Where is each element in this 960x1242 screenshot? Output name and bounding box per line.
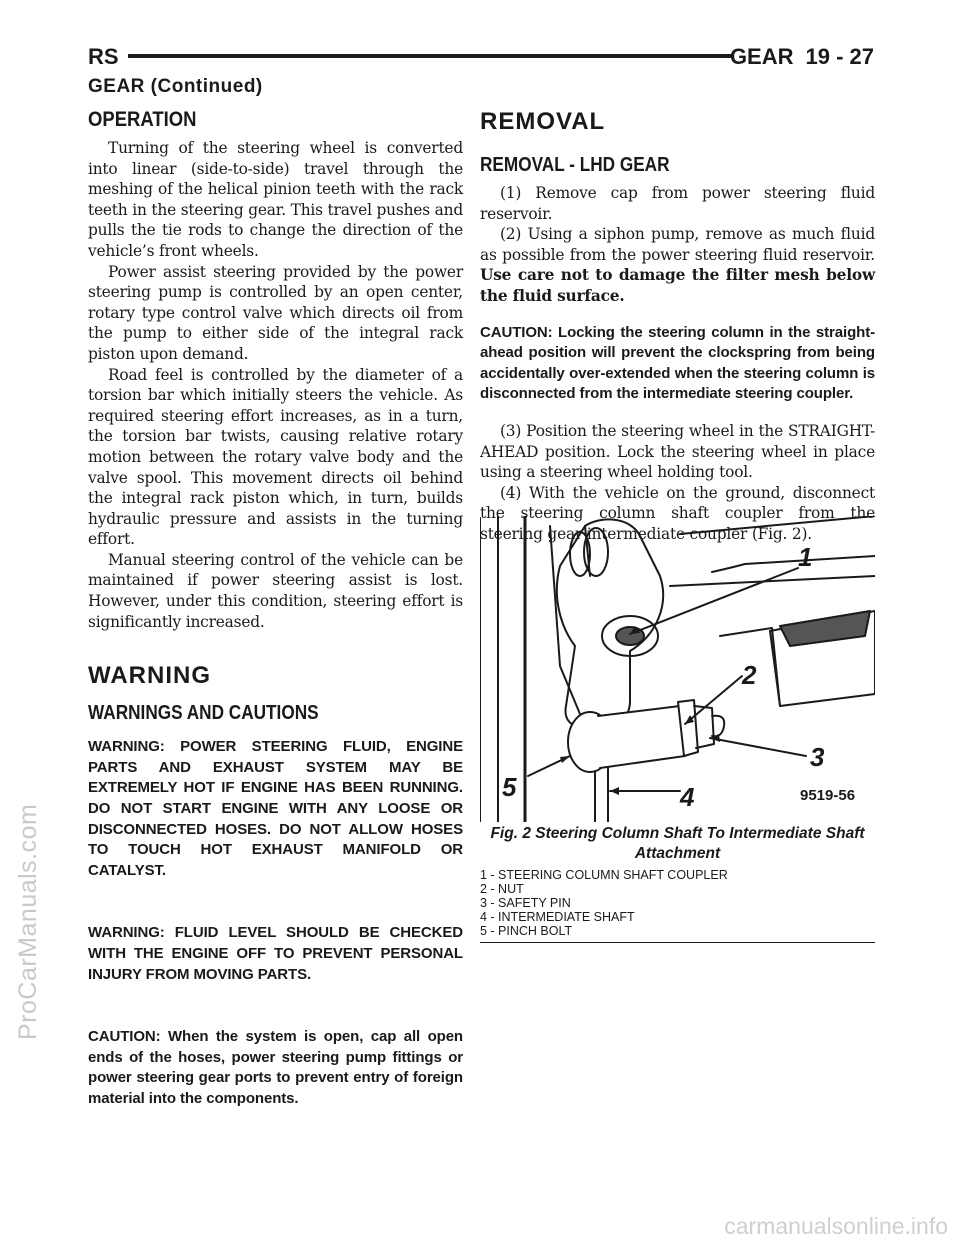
operation-paragraph: Manual steering control of the vehicle can be maintained if power steering assist is lost. However, under this condition, steering effort is significantly increased. bbox=[88, 550, 463, 631]
figure-caption-line: Fig. 2 Steering Column Shaft To Intermediate Shaft bbox=[490, 825, 865, 842]
illustration-code: 9519-56 bbox=[800, 787, 856, 804]
removal-step-emphasis: Use care not to damage the filter mesh below the fluid surface. bbox=[480, 266, 875, 305]
legend-item: 1 - STEERING COLUMN SHAFT COUPLER bbox=[480, 868, 728, 882]
caution-text: CAUTION: Locking the steering column in the straight-ahead position will prevent the clockspring from being accidentally over-extended when the steering column is disconnected from the intermediate steering coupler. bbox=[480, 323, 875, 403]
operation-paragraph: Road feel is controlled by the diameter of a torsion bar which initially steers the vehicle. As required steering effort increases, as in a turn, the torsion bar twists, causing relative rotary motion between the rotary valve body and the valve spool. This movement directs oil behind the integral rack piston which, in turn, builds hydraulic pressure and assists in the turning effort. bbox=[88, 365, 463, 549]
legend-item: 3 - SAFETY PIN bbox=[480, 896, 571, 910]
removal-step: (4) With the vehicle on the ground, disconnect the steering column shaft coupler from the steering gear intermediate coupler (Fig. 2). bbox=[480, 483, 875, 543]
bottom-watermark: carmanualsonline.info bbox=[724, 1213, 948, 1239]
legend-rule bbox=[480, 942, 875, 943]
removal-step-text: (2) Using a siphon pump, remove as much fluid as possible from the power steering fluid reservoir. bbox=[480, 225, 875, 264]
figure-legend bbox=[480, 868, 875, 938]
figure-caption bbox=[480, 824, 875, 864]
removal-step: (1) Remove cap from power steering fluid reservoir. bbox=[480, 184, 875, 223]
removal-heading: REMOVAL bbox=[480, 108, 606, 135]
leader-line bbox=[630, 568, 798, 634]
page-header bbox=[88, 44, 874, 74]
caution-text: CAUTION: When the system is open, cap all open ends of the hoses, power steering pump fittings or power steering gear ports to prevent entry of foreign material into the components. bbox=[88, 1028, 463, 1107]
removal-lhd-heading: REMOVAL - LHD GEAR bbox=[480, 154, 670, 176]
header-section bbox=[730, 44, 874, 70]
right-column bbox=[480, 108, 875, 545]
warning-heading: WARNING bbox=[88, 662, 211, 690]
figure-caption-line: Attachment bbox=[634, 845, 721, 862]
steering-coupler-illustration bbox=[480, 516, 875, 822]
callout-label: 4 bbox=[680, 782, 695, 812]
warnings-cautions-heading: WARNINGS AND CAUTIONS bbox=[88, 702, 319, 725]
operation-paragraph: Power assist steering provided by the power steering pump is controlled by an open center, rotary type control valve which directs oil from the pump to either side of the integral rack piston upon demand. bbox=[88, 262, 463, 363]
continued-heading: GEAR (Continued) bbox=[88, 76, 263, 97]
illustration-body-edge bbox=[680, 516, 875, 534]
header-rule bbox=[128, 54, 732, 58]
legend-item: 2 - NUT bbox=[480, 882, 524, 896]
leader-arrowhead bbox=[610, 787, 619, 795]
callout-label: 2 bbox=[742, 660, 757, 690]
illustration-bracket-strip bbox=[780, 611, 870, 646]
legend-item: 5 - PINCH BOLT bbox=[480, 924, 573, 938]
header-page-number: 19 - 27 bbox=[805, 44, 874, 69]
callout-label: 1 bbox=[798, 542, 813, 572]
warning-text: WARNING: POWER STEERING FLUID, ENGINE PARTS AND EXHAUST SYSTEM MAY BE EXTREMELY HOT IF ENGINE HAS BEEN RUNNING. DO NOT START ENGINE WITH ANY LOOSE OR DISCONNECTED HOSES. DO NOT ALLOW HOSES TO TOUCH HOT EXHAUST MANIFOLD OR CATALYST. bbox=[88, 738, 463, 879]
left-column bbox=[88, 108, 463, 1110]
operation-heading: OPERATION bbox=[88, 108, 197, 131]
header-vehicle-code: RS bbox=[88, 44, 119, 69]
leader-arrowhead bbox=[560, 756, 570, 763]
legend-item: 4 - INTERMEDIATE SHAFT bbox=[480, 910, 635, 924]
leader-line bbox=[710, 738, 806, 756]
removal-step: (3) Position the steering wheel in the STRAIGHT-AHEAD position. Lock the steering wheel in place using a steering wheel holding tool. bbox=[480, 421, 875, 482]
operation-paragraph: Turning of the steering wheel is converted into linear (side-to-side) travel through the meshing of the helical pinion teeth with the rack teeth in the steering gear. This travel pushes and pulls the tie rods to change the direction of the vehicle’s front wheels. bbox=[88, 139, 463, 260]
header-section-name: GEAR bbox=[729, 44, 794, 69]
callout-label: 3 bbox=[810, 742, 825, 772]
callout-label: 5 bbox=[502, 772, 517, 802]
removal-step bbox=[480, 224, 875, 306]
warning-text: WARNING: FLUID LEVEL SHOULD BE CHECKED WITH THE ENGINE OFF TO PREVENT PERSONAL INJURY FROM MOVING PARTS. bbox=[88, 924, 463, 983]
pinch-bolt-shank bbox=[598, 706, 685, 768]
side-watermark: ProCarManuals.com bbox=[14, 803, 42, 1040]
